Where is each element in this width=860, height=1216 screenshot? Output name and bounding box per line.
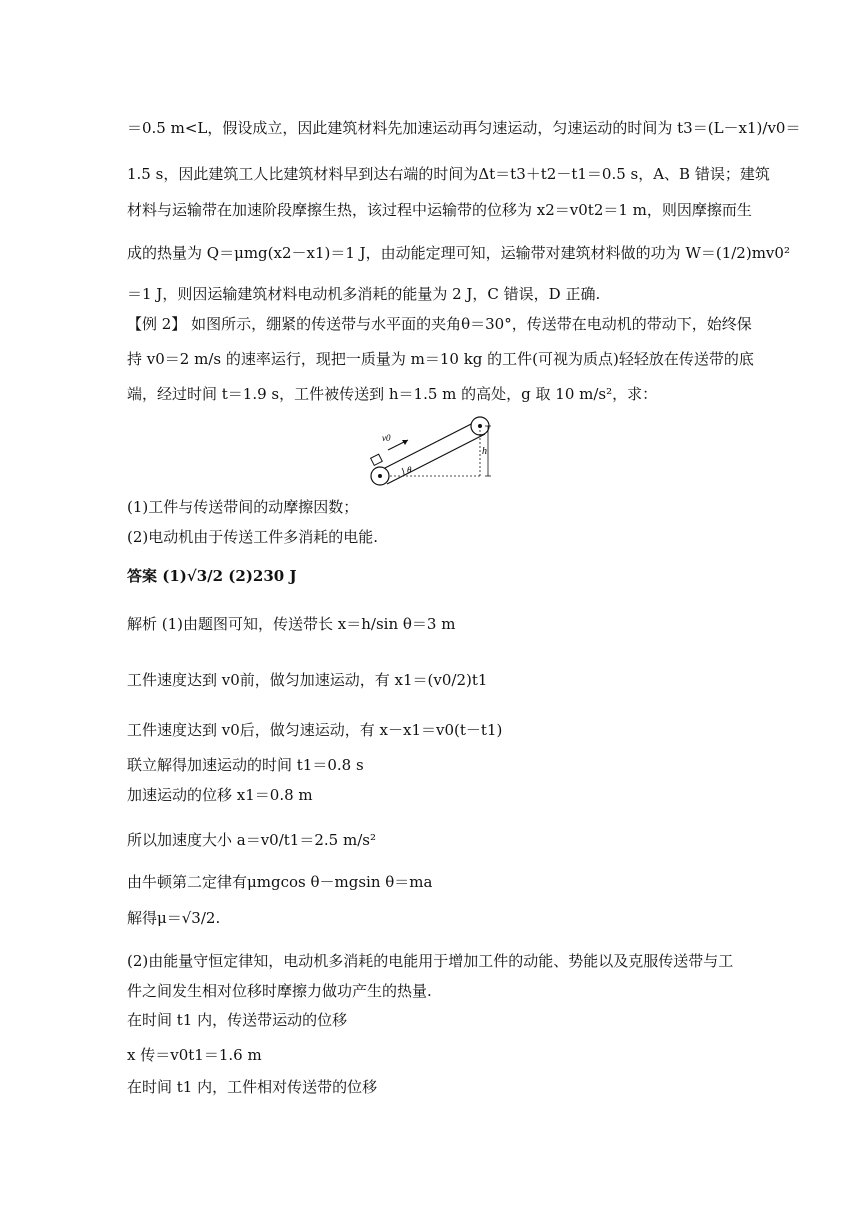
bottom-pulley-axle	[378, 474, 382, 478]
solution-start: 解析 (1)由题图可知，传送带长 x＝h/sin θ＝3 m	[127, 615, 456, 633]
text-line-3: 材料与运输带在加速阶段摩擦生热，该过程中运输带的位移为 x2＝v0t2＝1 m，则因摩擦而生	[127, 201, 752, 219]
h-label: h	[482, 446, 487, 457]
question-1: (1)工件与传送带间的动摩擦因数；	[127, 498, 359, 516]
text-line-14: 工件速度达到 v0后，做匀速运动，有 x－x1＝v0(t－t1)	[127, 721, 503, 739]
text-line-16: 加速运动的位移 x1＝0.8 m	[127, 786, 313, 804]
text-line-13: 工件速度达到 v0前，做匀加速运动，有 x1＝(v0/2)t1	[127, 671, 488, 689]
question-2: (2)电动机由于传送工件多消耗的电能.	[127, 528, 379, 546]
text-line-2: 1.5 s，因此建筑工人比建筑材料早到达右端的时间为Δt＝t3＋t2－t1＝0.5 s，A、B 错误；建筑	[127, 165, 770, 183]
text-line-15: 联立解得加速运动的时间 t1＝0.8 s	[127, 756, 364, 774]
conveyor-belt-diagram	[360, 408, 500, 492]
v0-label: v0	[382, 433, 391, 443]
text-line-7: 持 v0＝2 m/s 的速率运行，现把一质量为 m＝10 kg 的工件(可视为质点)轻轻放在传送带的底	[127, 350, 754, 368]
example-2-heading: 【例 2】 如图所示，绷紧的传送带与水平面的夹角θ＝30°，传送带在电动机的带动下，始终保	[127, 315, 752, 333]
text-line-17: 所以加速度大小 a＝v0/t1＝2.5 m/s²	[127, 831, 376, 849]
text-line-21: 件之间发生相对位移时摩擦力做功产生的热量.	[127, 982, 432, 1000]
text-line-1: ＝0.5 m<L，假设成立，因此建筑材料先加速运动再匀速运动，匀速运动的时间为 t3＝(L－x1)/v0＝	[127, 119, 801, 137]
text-line-4: 成的热量为 Q＝μmg(x2－x1)＝1 J，由动能定理可知，运输带对建筑材料做的功为 W＝(1/2)mv0²	[127, 244, 790, 262]
text-line-19: 解得μ＝√3/2.	[127, 909, 221, 927]
text-line-22: 在时间 t1 内，传送带运动的位移	[127, 1011, 348, 1029]
theta-label: θ	[407, 465, 412, 475]
text-line-18: 由牛顿第二定律有μmgcos θ－mgsin θ＝ma	[127, 873, 433, 891]
text-line-23: x 传＝v0t1＝1.6 m	[127, 1046, 262, 1064]
workpiece-block	[371, 454, 383, 465]
text-line-8: 端，经过时间 t＝1.9 s，工件被传送到 h＝1.5 m 的高处，g 取 10 m/s²，求：	[127, 385, 658, 403]
text-line-5: ＝1 J，则因运输建筑材料电动机多消耗的能量为 2 J，C 错误，D 正确.	[127, 285, 601, 303]
answer-line: 答案 (1)√3/2 (2)230 J	[127, 567, 297, 585]
angle-arc	[402, 468, 404, 476]
text-line-20: (2)由能量守恒定律知，电动机多消耗的电能用于增加工件的动能、势能以及克服传送带与工	[127, 952, 734, 970]
text-line-24: 在时间 t1 内，工件相对传送带的位移	[127, 1078, 378, 1096]
